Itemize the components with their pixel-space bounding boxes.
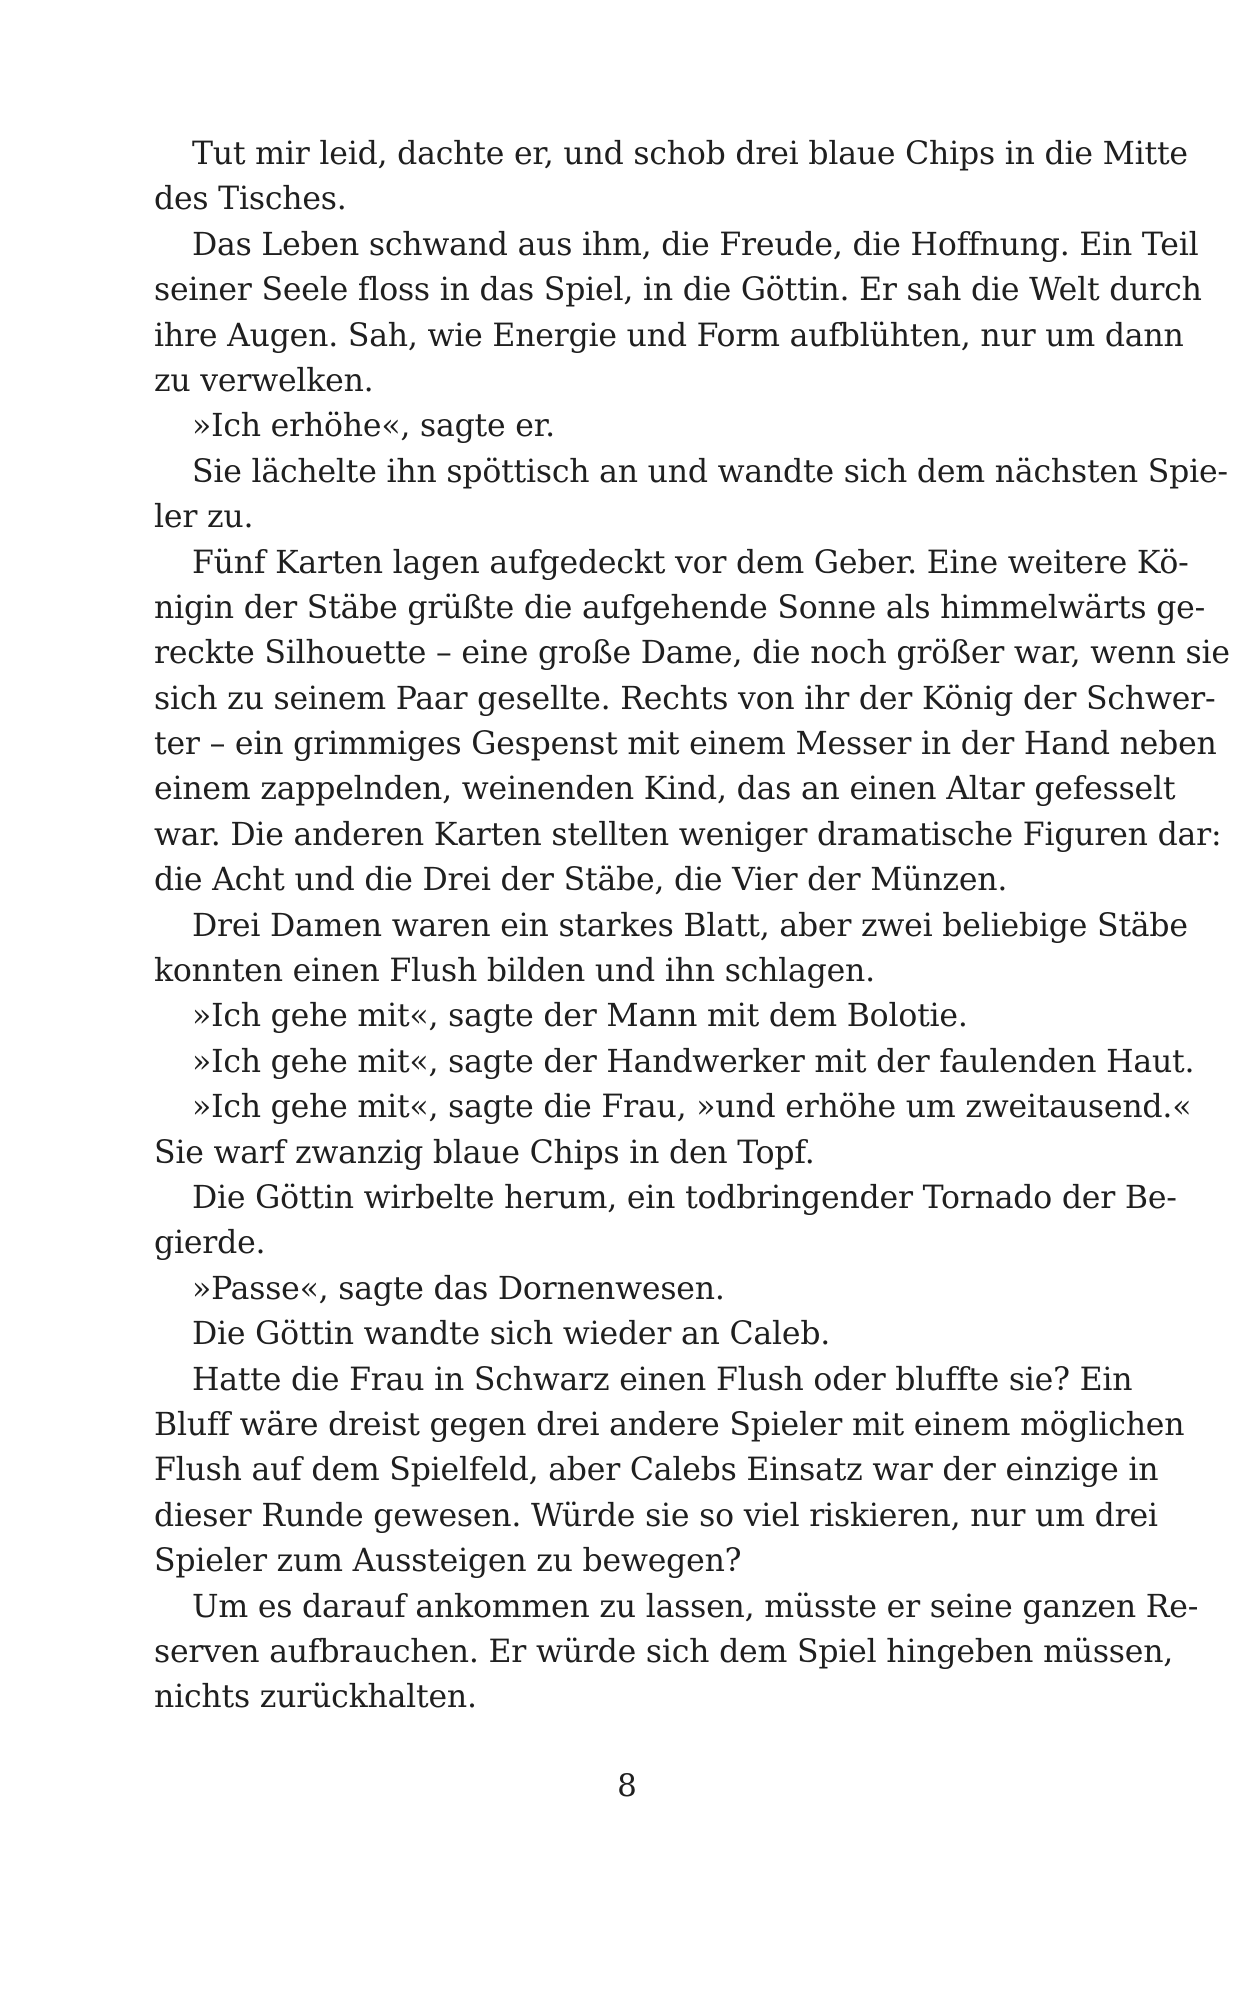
- text-line: war. Die anderen Karten stellten weniger dramatische Figuren dar:: [154, 816, 1222, 853]
- text-line: »Ich gehe mit«, sagte der Mann mit dem Bolotie.: [192, 998, 968, 1035]
- text-line: Spieler zum Aussteigen zu bewegen?: [154, 1543, 742, 1580]
- text-line: einem zappelnden, weinenden Kind, das an einen Altar gefesselt: [154, 771, 1176, 808]
- text-line: Tut mir leid, dachte er, und schob drei blaue Chips in die Mitte: [192, 136, 1188, 172]
- text-line: nichts zurückhalten.: [154, 1679, 477, 1716]
- text-line: Das Leben schwand aus ihm, die Freude, die Hoffnung. Ein Teil: [192, 226, 1199, 263]
- text-line: ihre Augen. Sah, wie Energie und Form aufblühten, nur um dann: [154, 317, 1184, 354]
- text-line: serven aufbrauchen. Er würde sich dem Spiel hingeben müssen,: [154, 1633, 1174, 1670]
- text-line: »Ich erhöhe«, sagte er.: [192, 408, 555, 445]
- text-line: »Ich gehe mit«, sagte der Handwerker mit der faulenden Haut.: [192, 1043, 1195, 1080]
- text-line: gierde.: [154, 1225, 266, 1262]
- text-line: seiner Seele floss in das Spiel, in die Göttin. Er sah die Welt durch: [154, 272, 1202, 309]
- text-line: konnten einen Flush bilden und ihn schlagen.: [154, 953, 875, 990]
- text-line: Fünf Karten lagen aufgedeckt vor dem Geber. Eine weitere Kö-: [192, 544, 1189, 581]
- text-line: »Passe«, sagte das Dornenwesen.: [192, 1270, 725, 1307]
- text-line: zu verwelken.: [154, 362, 374, 399]
- page-number: 8: [617, 1768, 637, 1804]
- text-line: des Tisches.: [154, 181, 347, 218]
- text-line: sich zu seinem Paar gesellte. Rechts von ihr der König der Schwer-: [154, 680, 1216, 717]
- text-line: Die Göttin wirbelte herum, ein todbringender Tornado der Be-: [192, 1179, 1177, 1216]
- text-line: ter – ein grimmiges Gespenst mit einem Messer in der Hand neben: [154, 726, 1217, 763]
- text-line: die Acht und die Drei der Stäbe, die Vier der Münzen.: [154, 862, 1008, 899]
- text-line: dieser Runde gewesen. Würde sie so viel riskieren, nur um drei: [154, 1497, 1158, 1534]
- text-line: nigin der Stäbe grüßte die aufgehende Sonne als himmelwärts ge-: [154, 589, 1206, 626]
- text-line: Die Göttin wandte sich wieder an Caleb.: [192, 1316, 831, 1353]
- text-line: Drei Damen waren ein starkes Blatt, aber zwei beliebige Stäbe: [192, 907, 1188, 944]
- text-line: Flush auf dem Spielfeld, aber Calebs Einsatz war der einzige in: [154, 1452, 1159, 1489]
- text-line: Bluff wäre dreist gegen drei andere Spieler mit einem möglichen: [154, 1406, 1185, 1443]
- text-line: Um es darauf ankommen zu lassen, müsste er seine ganzen Re-: [192, 1588, 1199, 1625]
- text-line: Sie lächelte ihn spöttisch an und wandte sich dem nächsten Spie-: [192, 453, 1228, 490]
- text-line: reckte Silhouette – eine große Dame, die noch größer war, wenn sie: [154, 635, 1230, 672]
- text-line: Sie warf zwanzig blaue Chips in den Topf.: [154, 1134, 815, 1171]
- text-line: »Ich gehe mit«, sagte die Frau, »und erhöhe um zweitausend.«: [192, 1089, 1192, 1126]
- text-line: ler zu.: [154, 499, 254, 536]
- body-text: [154, 132, 1230, 1721]
- text-line: Hatte die Frau in Schwarz einen Flush oder bluffte sie? Ein: [192, 1361, 1133, 1398]
